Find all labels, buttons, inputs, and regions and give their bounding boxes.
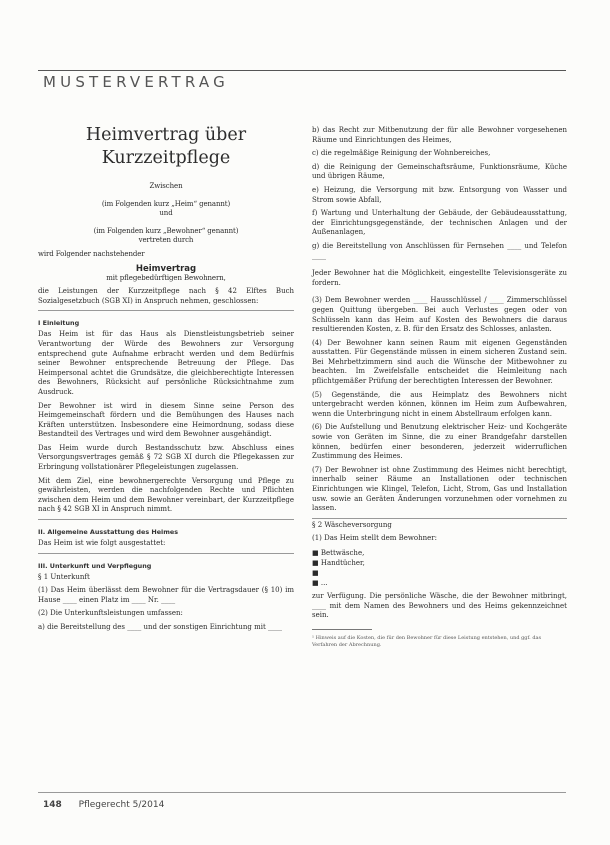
bullet-item: ■ ... [312, 578, 328, 587]
list-item: g) die Bereitstellung von Anschlüssen für Fernsehen ____ und Telefon ____ [312, 241, 567, 260]
section-3-paragraph-1: (1) Das Heim überlässt dem Bewohner für die Vertragsdauer (§ 10) im Hause ____ einen Platz im ____ Nr. ____ [38, 586, 294, 604]
kicker-heading: MUSTERVERTRAG [43, 73, 229, 91]
section-rule [38, 519, 294, 520]
section-rule [38, 310, 294, 311]
list-item: e) Heizung, die Versorgung mit bzw. Entsorgung von Wasser und Strom sowie Abfall, [312, 185, 567, 204]
left-column [38, 118, 294, 637]
contract-subtitle: mit pflegebedürftigen Bewohnern, [106, 273, 226, 282]
header-rule [38, 70, 566, 71]
section-1-paragraph-2: Der Bewohner ist wird in diesem Sinne seine Person des Heimgemeinschaft fördern und die Bemühungen des Hauses nach Kräften unterstützen. Insbesondere eine Heimordnung, sodass diese Bestandteil des Vertrages und wird dem Bewohner ausgehändigt. [38, 401, 294, 439]
intro-vertreten: vertreten durch [138, 236, 194, 245]
section-2-paragraph: Das Heim ist wie folgt ausgestattet: [38, 539, 166, 548]
section-1-heading: I Einleitung [38, 319, 80, 328]
list-item: c) die regelmäßige Reinigung der Wohnbereiches, [312, 149, 491, 158]
subsection-paragraph: (1) Das Heim stellt dem Bewohner: [312, 534, 437, 543]
bullet-icon: ■ [312, 558, 321, 567]
bullet-icon: ■ [312, 578, 321, 587]
footnote: ¹ Hinweis auf die Kosten, die für den Bewohner für diese Leistung entstehen, und ggf. das Verfahren der Abrechnung. [312, 634, 542, 648]
paragraph-5: (5) Gegenstände, die aus Heimplatz des Bewohners nicht untergebracht werden können, können im Heim zum Aufbewahren, wenn die Unterbringung nicht in einem Abstellraum erfolgen kann. [312, 390, 567, 418]
page-footer [43, 800, 164, 810]
contract-intro: die Leistungen der Kurzzeitpflege nach § 42 Elftes Buch Sozialgesetzbuch (SGB XI) in Anspruch nehmen, geschlossen: [38, 287, 294, 305]
journal-issue: Pflegerecht 5/2014 [78, 800, 165, 810]
section-1-paragraph-1: Das Heim ist für das Haus als Dienstleistungsbetrieb seiner Verantwortung der Würde des Bewohners zur Versorgung entsprechend gute Aufnahme erbracht werden und dem Bedürfnis seiner Bewohner entsprechende Betreuung der Pflege. Das Heimpersonal achtet die Grundsätze, die gleichberechtigte Interessen des Bewohners, Rücksicht auf persönliche Rücksichtnahme zum Ausdruck. [38, 330, 294, 396]
paragraph-6: (6) Die Aufstellung und Benutzung elektrischer Heiz- und Kochgeräte sowie von Geräten im Sinne, die zu einer Brandgefahr darstellen können, bedürfen einer besonderen, jederzeit widerruflichen Zustimmung des Heimes. [312, 423, 567, 461]
title-line-2: Kurzzeitpflege [101, 148, 231, 168]
footnote-rule [312, 629, 372, 630]
paragraph-tv: Jeder Bewohner hat die Möglichkeit, eingestellte Televisionsgeräte zu fordern. [312, 269, 567, 287]
intro-heim: (im Folgenden kurz „Heim“ genannt) [101, 199, 231, 208]
contract-name: Heimvertrag [135, 263, 197, 274]
intro-und: und [159, 209, 173, 218]
intro-bewohner: (im Folgenden kurz „Bewohner“ genannt) [93, 226, 239, 235]
list-item: d) die Reinigung der Gemeinschaftsräume, Funktionsräume, Küche und übrigen Räume, [312, 162, 567, 181]
section-3-heading: III. Unterkunft und Verpflegung [38, 561, 152, 570]
intro-zwischen: Zwischen [149, 182, 183, 190]
section-3-paragraph-2: (2) Die Unterkunftsleistungen umfassen: [38, 609, 183, 618]
section-1-paragraph-4: Mit dem Ziel, eine bewohnergerechte Versorgung und Pflege zu gewährleisten, werden die nachfolgenden Rechte und Pflichten zwischen dem Heim und dem Bewohner vereinbart, der Kurzzeitpflege nach § 42 SGB XI in Anspruch nimmt. [38, 476, 294, 514]
section-rule [38, 553, 294, 554]
section-1-paragraph-3: Das Heim wurde durch Bestandsschutz bzw. Abschluss eines Versorgungsvertrages gemäß § 72 SGB XI durch die Pflegekassen zur Erbringung vollstationärer Pflegeleistungen zugelassen. [38, 443, 294, 472]
list-item: b) das Recht zur Mitbenutzung der für alle Bewohner vorgesehenen Räume und Einrichtungen des Heimes, [312, 126, 567, 144]
bullet-item: ■ Handtücher, [312, 558, 365, 567]
bullet-icon: ■ [312, 568, 319, 577]
intro-wird: wird Folgender nachstehender [38, 249, 145, 258]
subsection-heading: § 2 Wäscheversorgung [312, 520, 392, 529]
right-column [312, 126, 567, 654]
list-item: f) Wartung und Unterhaltung der Gebäude, der Gebäudeausstattung, der Einrichtungsgegenstände, der technischen Anlagen und der Außenanlagen, [312, 209, 567, 237]
title-line-1: Heimvertrag über [85, 125, 247, 145]
document-title [38, 124, 294, 170]
closing-paragraph: zur Verfügung. Die persönliche Wäsche, die der Bewohner mitbringt, ____ mit dem Namen des Bewohners und des Heims gekennzeichnet sein. [312, 591, 567, 620]
page-number: 148 [43, 800, 62, 810]
section-3-subheading: § 1 Unterkunft [38, 572, 90, 581]
bullet-icon: ■ [312, 548, 321, 557]
bullet-item: ■ Bettwäsche, [312, 548, 365, 557]
paragraph-3: (3) Dem Bewohner werden ____ Hausschlüssel / ____ Zimmerschlüssel gegen Quittung übergeben. Bei auch Verlustes gegen oder von Schlüsseln kann das Heim auf Kosten des Bewohners die daraus resultierenden Kosten, z. B. für den Ersatz des Schlosses, anlasten. [312, 296, 567, 334]
section-rule [312, 518, 567, 519]
section-2-heading: II. Allgemeine Ausstattung des Heimes [38, 528, 179, 537]
footer-rule [38, 792, 566, 793]
bullet-item [312, 568, 567, 578]
paragraph-7: (7) Der Bewohner ist ohne Zustimmung des Heimes nicht berechtigt, innerhalb seiner Räume an Installationen oder technischen Einrichtungen wie Klingel, Telefon, Licht, Strom, Gas und Installation usw. sowie an Geräten Änderungen vorzunehmen oder vornehmen zu lassen. [312, 465, 567, 513]
paragraph-4: (4) Der Bewohner kann seinen Raum mit eigenen Gegenständen ausstatten. Für Gegenstände müssen in einem sicheren Zustand sein. Bei Mehrbettzimmern sind auch die Wünsche der Mitbewohner zu beachten. Im Zweifelsfalle entscheidet die Heimleitung nach pflichtgemäßer Prüfung der berechtigten Interessen der Bewohner. [312, 338, 567, 386]
section-3-paragraph-3: a) die Bereitstellung des ____ und der sonstigen Einrichtung mit ____ [38, 623, 283, 631]
